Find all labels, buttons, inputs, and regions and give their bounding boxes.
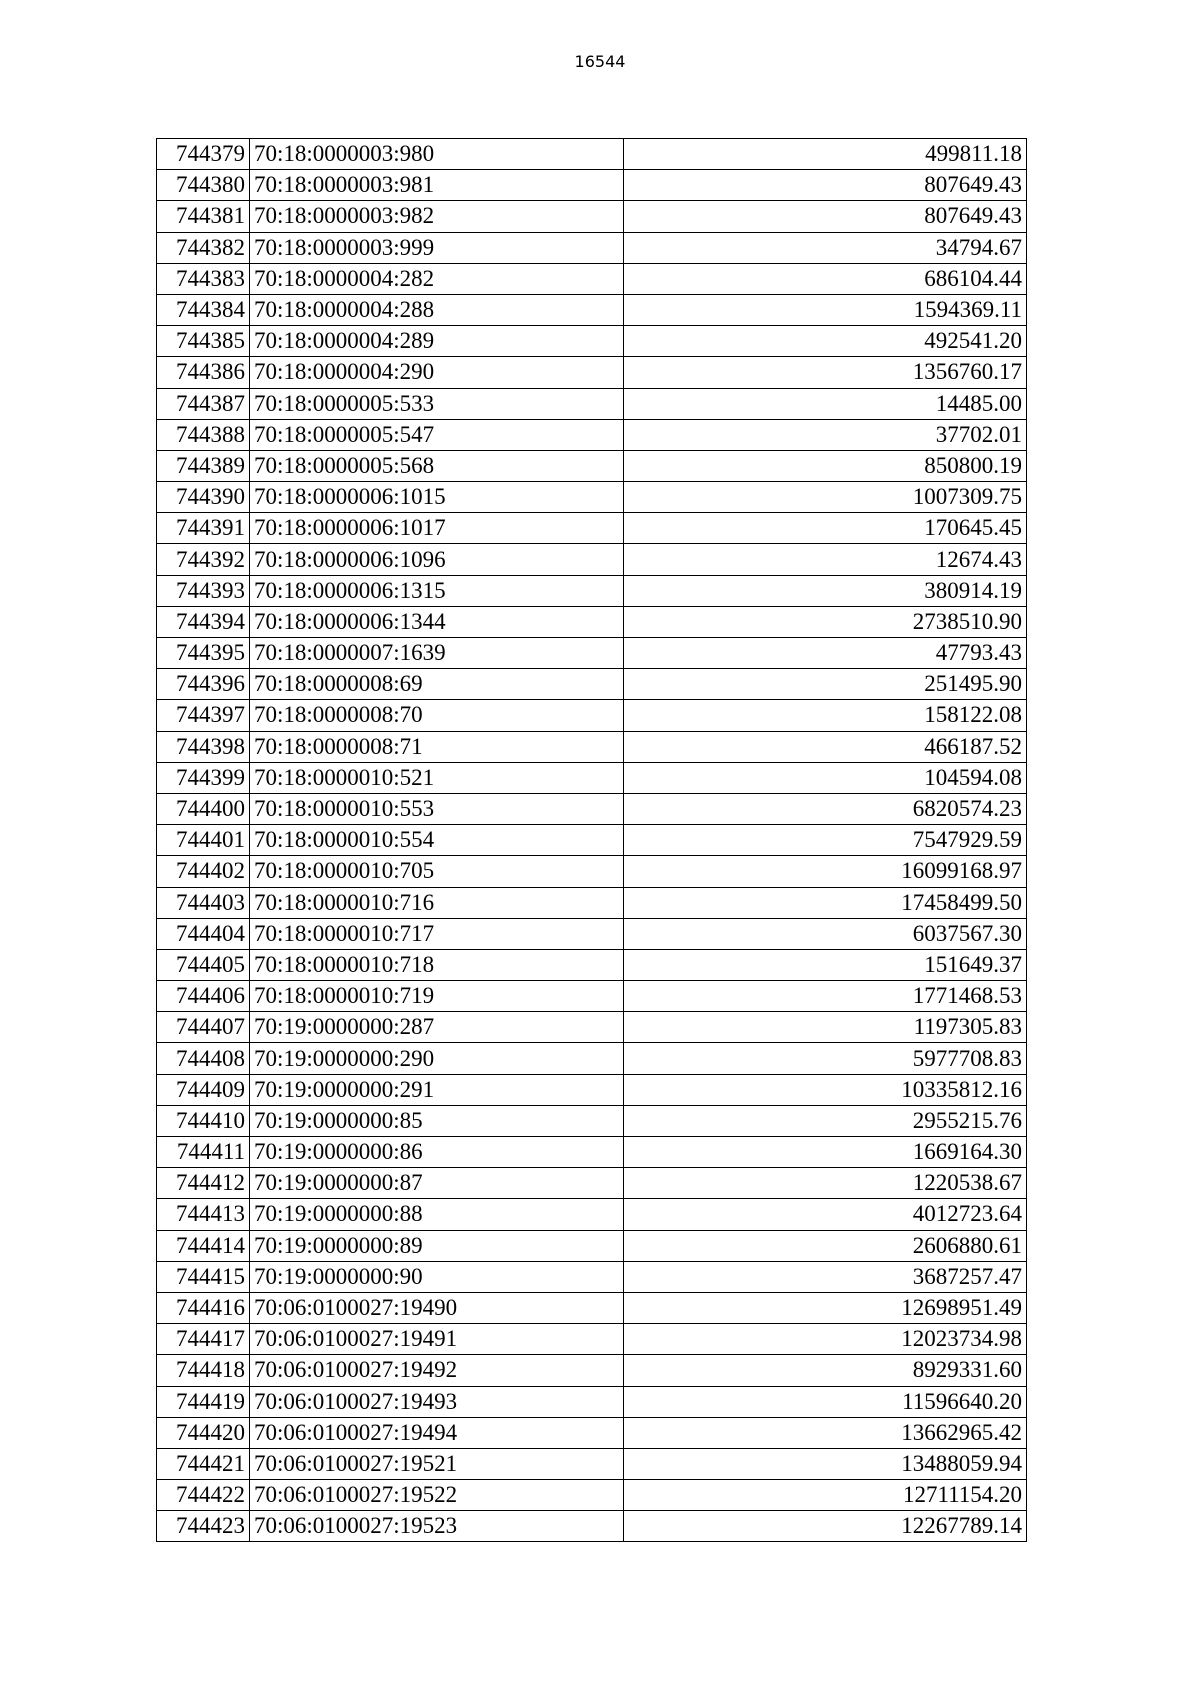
table-row	[157, 263, 1027, 294]
cadastral-number-cell: 70:06:0100027:19494	[250, 1417, 624, 1448]
cadastral-number-cell: 70:18:0000003:980	[250, 139, 624, 170]
cadastral-number-cell: 70:18:0000005:533	[250, 388, 624, 419]
table-row	[157, 326, 1027, 357]
cadastral-number-cell: 70:19:0000000:85	[250, 1105, 624, 1136]
cadastral-number-cell: 70:18:0000003:982	[250, 201, 624, 232]
cadastral-value-cell: 1669164.30	[624, 1137, 1027, 1168]
cadastral-value-cell: 12023734.98	[624, 1324, 1027, 1355]
cadastral-number-cell: 70:18:0000008:70	[250, 700, 624, 731]
cadastral-value-cell: 2606880.61	[624, 1230, 1027, 1261]
cadastral-value-cell: 492541.20	[624, 326, 1027, 357]
table-body	[157, 139, 1027, 1542]
cadastral-number-cell: 70:18:0000005:547	[250, 419, 624, 450]
row-number-cell: 744401	[157, 825, 250, 856]
table-row	[157, 949, 1027, 980]
table-row	[157, 793, 1027, 824]
cadastral-number-cell: 70:18:0000004:288	[250, 294, 624, 325]
row-number-cell: 744402	[157, 856, 250, 887]
row-number-cell: 744417	[157, 1324, 250, 1355]
table-row	[157, 762, 1027, 793]
cadastral-number-cell: 70:18:0000010:717	[250, 918, 624, 949]
table-row	[157, 450, 1027, 481]
cadastral-number-cell: 70:06:0100027:19490	[250, 1292, 624, 1323]
cadastral-value-cell: 37702.01	[624, 419, 1027, 450]
cadastral-value-cell: 3687257.47	[624, 1261, 1027, 1292]
cadastral-value-cell: 12711154.20	[624, 1480, 1027, 1511]
cadastral-value-cell: 170645.45	[624, 513, 1027, 544]
row-number-cell: 744392	[157, 544, 250, 575]
cadastral-value-cell: 1594369.11	[624, 294, 1027, 325]
row-number-cell: 744404	[157, 918, 250, 949]
row-number-cell: 744414	[157, 1230, 250, 1261]
cadastral-number-cell: 70:06:0100027:19492	[250, 1355, 624, 1386]
cadastral-value-cell: 7547929.59	[624, 825, 1027, 856]
table-row	[157, 1199, 1027, 1230]
cadastral-value-cell: 14485.00	[624, 388, 1027, 419]
row-number-cell: 744415	[157, 1261, 250, 1292]
row-number-cell: 744382	[157, 232, 250, 263]
table-row	[157, 1012, 1027, 1043]
cadastral-number-cell: 70:18:0000010:719	[250, 981, 624, 1012]
row-number-cell: 744412	[157, 1168, 250, 1199]
page-number: 16544	[574, 52, 626, 71]
cadastral-value-cell: 17458499.50	[624, 887, 1027, 918]
cadastral-value-cell: 151649.37	[624, 949, 1027, 980]
table-row	[157, 731, 1027, 762]
cadastral-number-cell: 70:18:0000004:289	[250, 326, 624, 357]
row-number-cell: 744411	[157, 1137, 250, 1168]
cadastral-number-cell: 70:06:0100027:19493	[250, 1386, 624, 1417]
row-number-cell: 744380	[157, 170, 250, 201]
table-row	[157, 1480, 1027, 1511]
row-number-cell: 744420	[157, 1417, 250, 1448]
row-number-cell: 744410	[157, 1105, 250, 1136]
cadastral-value-cell: 1356760.17	[624, 357, 1027, 388]
cadastral-value-cell: 47793.43	[624, 638, 1027, 669]
cadastral-number-cell: 70:19:0000000:88	[250, 1199, 624, 1230]
cadastral-number-cell: 70:19:0000000:90	[250, 1261, 624, 1292]
row-number-cell: 744419	[157, 1386, 250, 1417]
cadastral-number-cell: 70:19:0000000:287	[250, 1012, 624, 1043]
table-row	[157, 918, 1027, 949]
cadastral-value-cell: 1220538.67	[624, 1168, 1027, 1199]
row-number-cell: 744398	[157, 731, 250, 762]
cadastral-value-cell: 34794.67	[624, 232, 1027, 263]
cadastral-number-cell: 70:19:0000000:89	[250, 1230, 624, 1261]
cadastral-number-cell: 70:18:0000008:69	[250, 669, 624, 700]
row-number-cell: 744399	[157, 762, 250, 793]
table-row	[157, 357, 1027, 388]
row-number-cell: 744393	[157, 575, 250, 606]
table-row	[157, 606, 1027, 637]
cadastral-value-cell: 13488059.94	[624, 1448, 1027, 1479]
row-number-cell: 744405	[157, 949, 250, 980]
table-row	[157, 1324, 1027, 1355]
table-row	[157, 1230, 1027, 1261]
cadastral-number-cell: 70:19:0000000:290	[250, 1043, 624, 1074]
cadastral-value-cell: 499811.18	[624, 139, 1027, 170]
row-number-cell: 744384	[157, 294, 250, 325]
cadastral-value-cell: 104594.08	[624, 762, 1027, 793]
cadastral-value-cell: 850800.19	[624, 450, 1027, 481]
cadastral-number-cell: 70:19:0000000:291	[250, 1074, 624, 1105]
table-row	[157, 887, 1027, 918]
table-row	[157, 1137, 1027, 1168]
cadastral-number-cell: 70:18:0000010:718	[250, 949, 624, 980]
row-number-cell: 744406	[157, 981, 250, 1012]
table-row	[157, 294, 1027, 325]
table-row	[157, 139, 1027, 170]
table-row	[157, 419, 1027, 450]
cadastral-value-cell: 12698951.49	[624, 1292, 1027, 1323]
cadastral-value-cell: 807649.43	[624, 201, 1027, 232]
table-row	[157, 1417, 1027, 1448]
row-number-cell: 744403	[157, 887, 250, 918]
row-number-cell: 744383	[157, 263, 250, 294]
row-number-cell: 744416	[157, 1292, 250, 1323]
table-row	[157, 1105, 1027, 1136]
table-row	[157, 856, 1027, 887]
cadastral-value-cell: 158122.08	[624, 700, 1027, 731]
cadastral-number-cell: 70:18:0000004:290	[250, 357, 624, 388]
table-row	[157, 825, 1027, 856]
cadastral-number-cell: 70:18:0000010:521	[250, 762, 624, 793]
row-number-cell: 744409	[157, 1074, 250, 1105]
table-row	[157, 544, 1027, 575]
cadastral-number-cell: 70:18:0000008:71	[250, 731, 624, 762]
table-row	[157, 638, 1027, 669]
cadastral-value-cell: 686104.44	[624, 263, 1027, 294]
cadastral-value-cell: 2738510.90	[624, 606, 1027, 637]
row-number-cell: 744397	[157, 700, 250, 731]
cadastral-value-cell: 807649.43	[624, 170, 1027, 201]
cadastral-number-cell: 70:19:0000000:86	[250, 1137, 624, 1168]
row-number-cell: 744385	[157, 326, 250, 357]
cadastral-number-cell: 70:18:0000003:981	[250, 170, 624, 201]
table-row	[157, 700, 1027, 731]
table-row	[157, 232, 1027, 263]
table-row	[157, 1448, 1027, 1479]
row-number-cell: 744422	[157, 1480, 250, 1511]
cadastral-value-cell: 6820574.23	[624, 793, 1027, 824]
table-row	[157, 482, 1027, 513]
cadastral-number-cell: 70:18:0000010:705	[250, 856, 624, 887]
row-number-cell: 744379	[157, 139, 250, 170]
table-row	[157, 1043, 1027, 1074]
cadastral-value-cell: 1197305.83	[624, 1012, 1027, 1043]
row-number-cell: 744400	[157, 793, 250, 824]
cadastral-value-cell: 1771468.53	[624, 981, 1027, 1012]
row-number-cell: 744418	[157, 1355, 250, 1386]
cadastral-number-cell: 70:18:0000010:716	[250, 887, 624, 918]
cadastral-value-cell: 251495.90	[624, 669, 1027, 700]
cadastral-value-cell: 11596640.20	[624, 1386, 1027, 1417]
table-row	[157, 170, 1027, 201]
row-number-cell: 744396	[157, 669, 250, 700]
table-row	[157, 1355, 1027, 1386]
table-row	[157, 513, 1027, 544]
row-number-cell: 744387	[157, 388, 250, 419]
row-number-cell: 744381	[157, 201, 250, 232]
cadastral-value-cell: 1007309.75	[624, 482, 1027, 513]
row-number-cell: 744386	[157, 357, 250, 388]
cadastral-value-cell: 8929331.60	[624, 1355, 1027, 1386]
row-number-cell: 744421	[157, 1448, 250, 1479]
cadastral-value-cell: 16099168.97	[624, 856, 1027, 887]
table-row	[157, 1292, 1027, 1323]
cadastral-value-cell: 6037567.30	[624, 918, 1027, 949]
cadastral-number-cell: 70:18:0000010:554	[250, 825, 624, 856]
row-number-cell: 744408	[157, 1043, 250, 1074]
cadastral-number-cell: 70:18:0000006:1015	[250, 482, 624, 513]
row-number-cell: 744389	[157, 450, 250, 481]
cadastral-number-cell: 70:18:0000006:1315	[250, 575, 624, 606]
cadastral-number-cell: 70:19:0000000:87	[250, 1168, 624, 1199]
cadastral-number-cell: 70:18:0000006:1344	[250, 606, 624, 637]
cadastral-number-cell: 70:18:0000010:553	[250, 793, 624, 824]
table-row	[157, 1261, 1027, 1292]
row-number-cell: 744395	[157, 638, 250, 669]
cadastral-number-cell: 70:18:0000005:568	[250, 450, 624, 481]
cadastral-number-cell: 70:06:0100027:19523	[250, 1511, 624, 1542]
table-row	[157, 388, 1027, 419]
cadastral-number-cell: 70:06:0100027:19522	[250, 1480, 624, 1511]
cadastral-number-cell: 70:18:0000003:999	[250, 232, 624, 263]
cadastral-number-cell: 70:18:0000006:1017	[250, 513, 624, 544]
cadastral-value-cell: 12267789.14	[624, 1511, 1027, 1542]
row-number-cell: 744423	[157, 1511, 250, 1542]
cadastral-value-cell: 5977708.83	[624, 1043, 1027, 1074]
row-number-cell: 744413	[157, 1199, 250, 1230]
row-number-cell: 744407	[157, 1012, 250, 1043]
table-row	[157, 1511, 1027, 1542]
row-number-cell: 744390	[157, 482, 250, 513]
table-row	[157, 575, 1027, 606]
table-row	[157, 1386, 1027, 1417]
row-number-cell: 744388	[157, 419, 250, 450]
table-row	[157, 201, 1027, 232]
cadastral-value-cell: 10335812.16	[624, 1074, 1027, 1105]
cadastral-number-cell: 70:06:0100027:19491	[250, 1324, 624, 1355]
cadastral-value-cell: 380914.19	[624, 575, 1027, 606]
cadastral-value-cell: 2955215.76	[624, 1105, 1027, 1136]
cadastral-value-cell: 13662965.42	[624, 1417, 1027, 1448]
table-row	[157, 981, 1027, 1012]
table-row	[157, 1168, 1027, 1199]
cadastral-number-cell: 70:18:0000007:1639	[250, 638, 624, 669]
cadastral-number-cell: 70:18:0000004:282	[250, 263, 624, 294]
table-row	[157, 1074, 1027, 1105]
table-row	[157, 669, 1027, 700]
cadastral-value-cell: 12674.43	[624, 544, 1027, 575]
row-number-cell: 744391	[157, 513, 250, 544]
cadastral-value-cell: 466187.52	[624, 731, 1027, 762]
cadastral-value-table	[156, 138, 1027, 1542]
cadastral-number-cell: 70:06:0100027:19521	[250, 1448, 624, 1479]
cadastral-number-cell: 70:18:0000006:1096	[250, 544, 624, 575]
row-number-cell: 744394	[157, 606, 250, 637]
cadastral-value-cell: 4012723.64	[624, 1199, 1027, 1230]
